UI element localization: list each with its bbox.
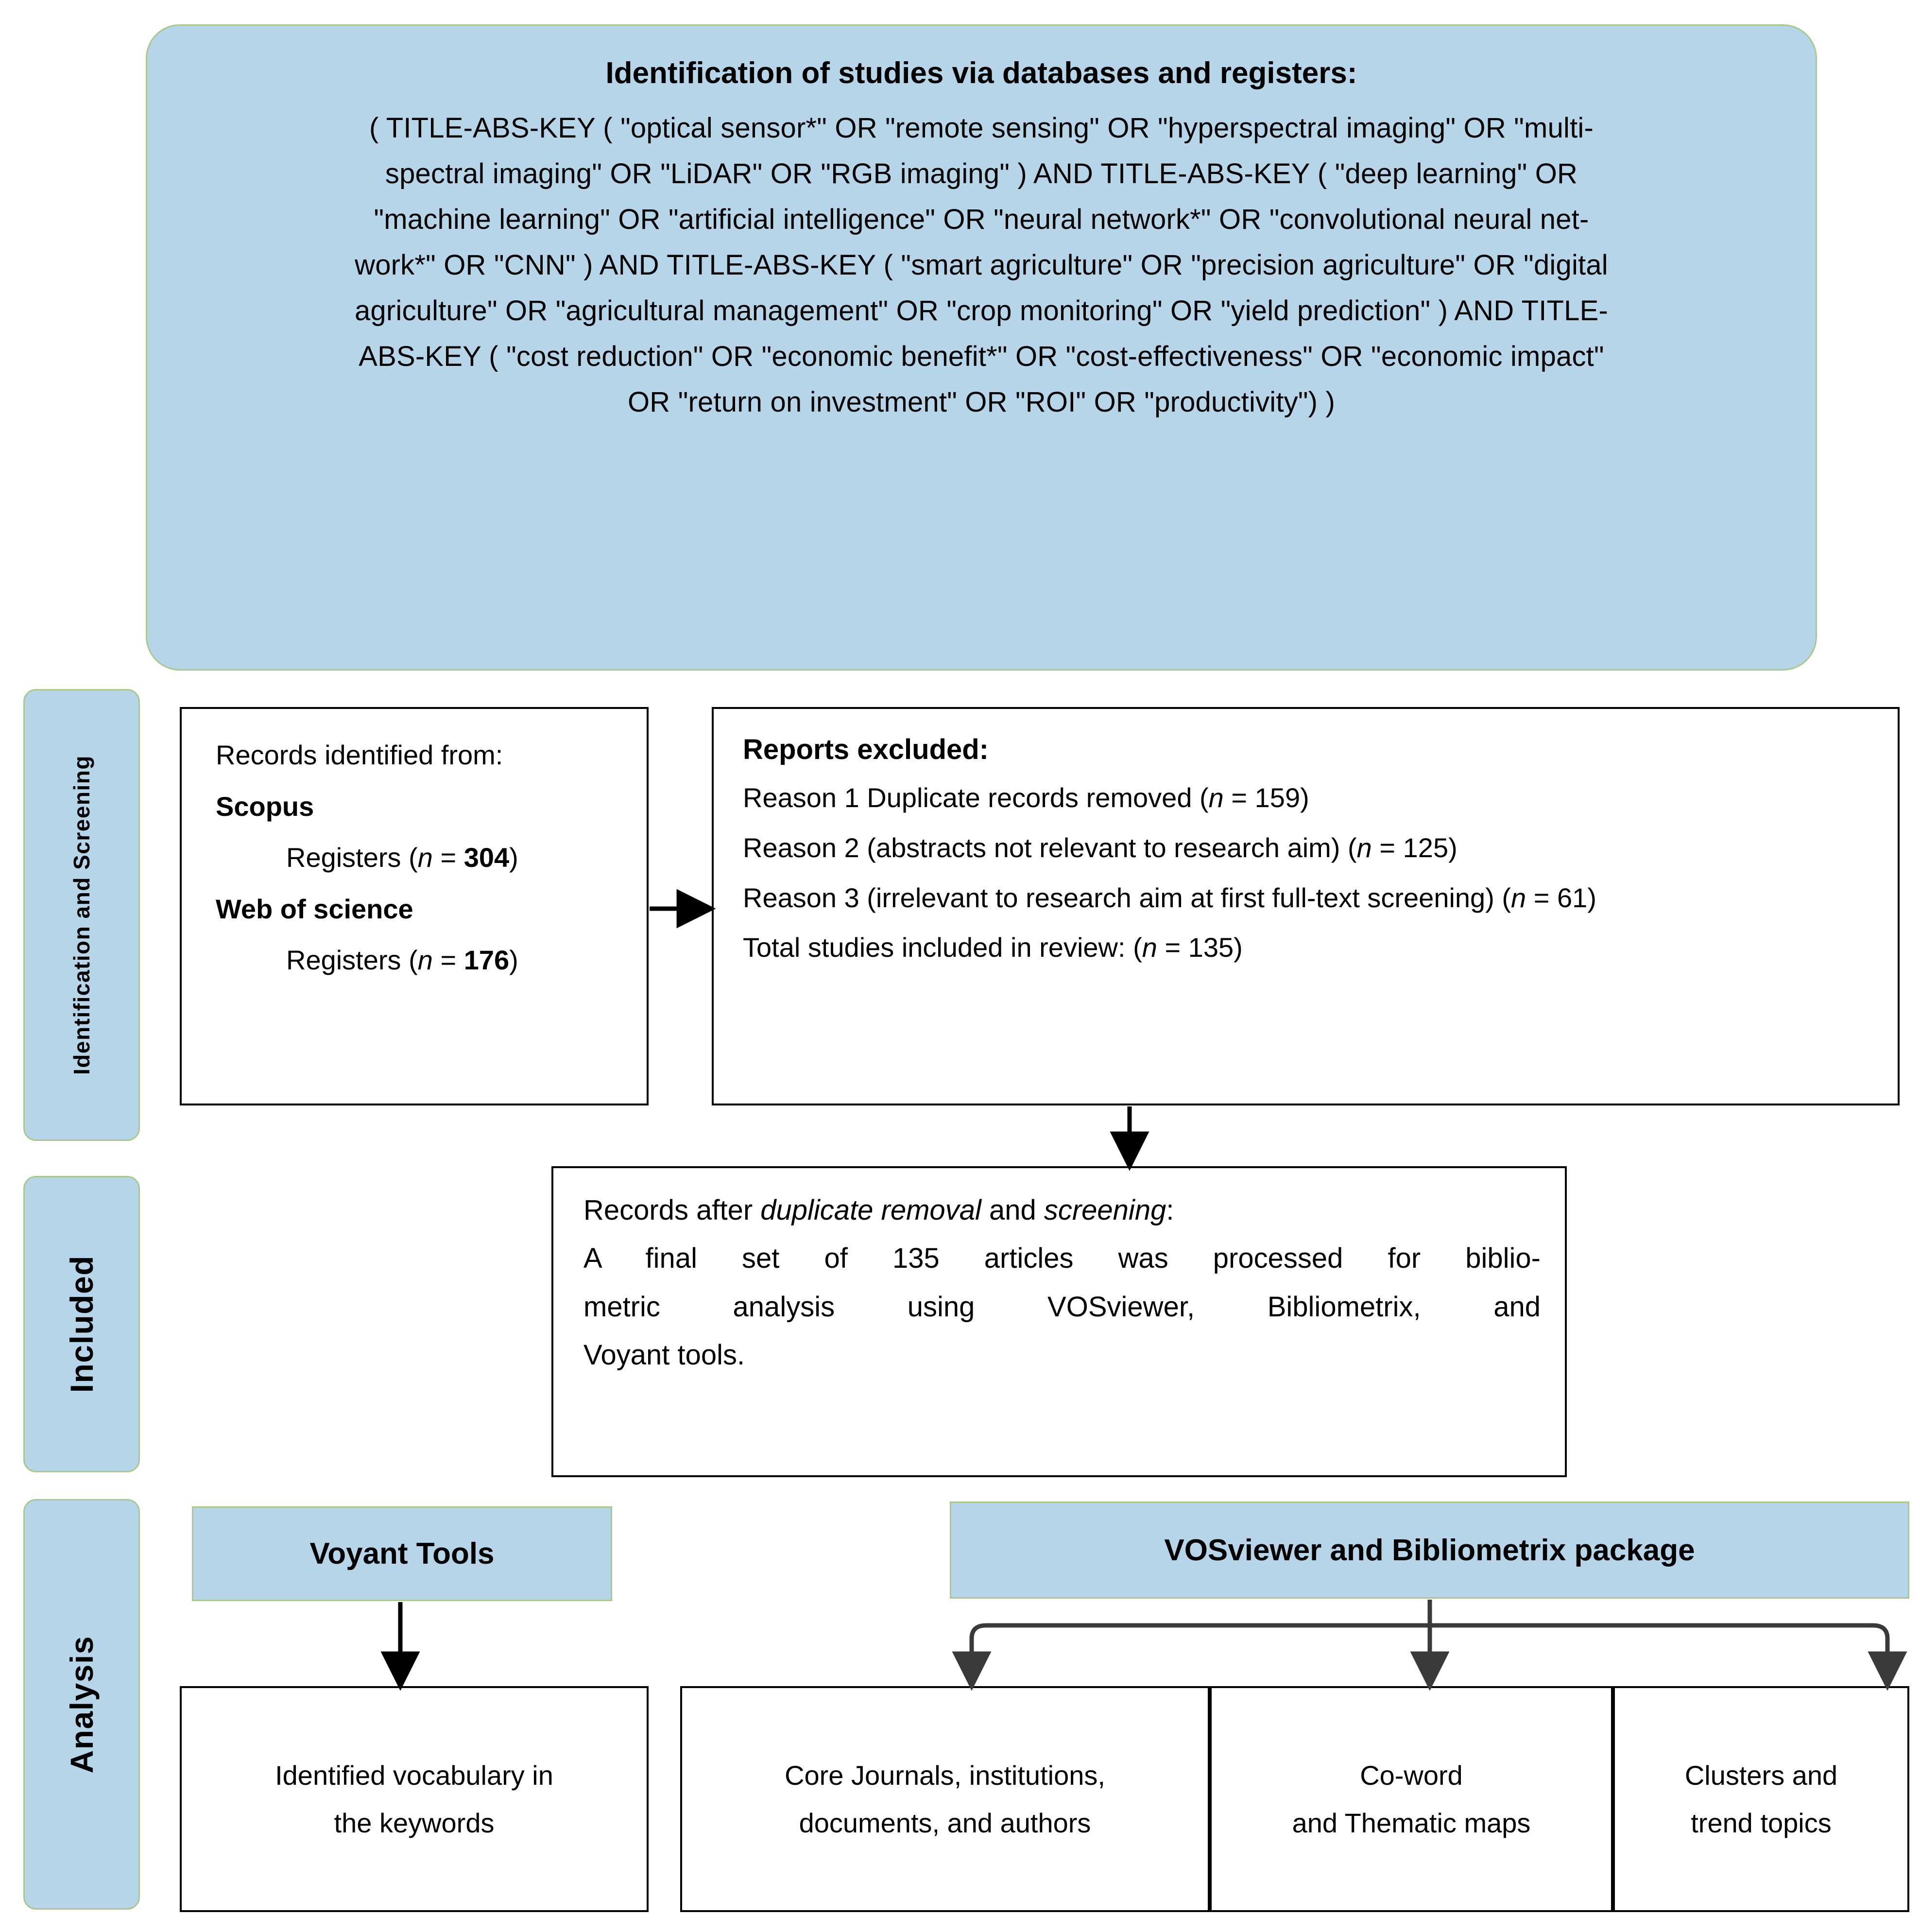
search-query-line-1: ( TITLE-ABS-KEY ( "optical sensor*" OR "remote sensing" OR "hyperspectral imaging" OR "multi- [369, 112, 1594, 144]
records-source-wos: Web of science [216, 893, 413, 924]
search-query-line-4: work*" OR "CNN" ) AND TITLE-ABS-KEY ( "smart agriculture" OR "precision agriculture" OR "digital [355, 249, 1608, 281]
excluded-reason-1-eq: = [1223, 782, 1255, 813]
records-wos-value: 176 [463, 945, 510, 976]
excluded-reason-2-eq: = [1371, 832, 1403, 863]
after-screening-line-1-a: Records after [583, 1194, 761, 1226]
result-clusters-box [1613, 1686, 1909, 1912]
excluded-total-close: ) [1234, 932, 1243, 963]
excluded-reason-1-text: Reason 1 Duplicate records removed ( [743, 782, 1209, 813]
excluded-total-value: 135 [1188, 932, 1234, 963]
after-screening-duplicate-removal: duplicate removal [760, 1194, 981, 1226]
after-screening-line-2-a: A final set of [583, 1242, 892, 1275]
after-screening-final-count: 135 [892, 1242, 940, 1275]
excluded-reason-2-value: 125 [1403, 832, 1449, 863]
stage-label-identification-and-screening [23, 689, 140, 1141]
records-scopus-n: n [417, 842, 433, 873]
excluded-total-text: Total studies included in review: ( [743, 932, 1142, 963]
search-query-line-2: spectral imaging" OR "LiDAR" OR "RGB imaging" ) AND TITLE-ABS-KEY ( "deep learning" OR [385, 158, 1578, 190]
after-screening-line-2-b: articles was processed for biblio- [939, 1242, 1541, 1275]
records-identified-box [180, 707, 649, 1105]
records-scopus-eq: = [432, 842, 464, 873]
excluded-reason-2-n: n [1356, 832, 1372, 863]
excluded-reason-1-value: 159 [1254, 782, 1301, 813]
stage-label-analysis [23, 1499, 140, 1910]
excluded-reason-2 [743, 830, 1898, 866]
records-scopus-close: ) [509, 842, 518, 873]
result-coword-box [1210, 1686, 1613, 1912]
excluded-reason-1 [743, 780, 1898, 816]
excluded-reason-1-close: ) [1300, 782, 1309, 813]
after-screening-line-3: metric analysis using VOSviewer, Bibliometrix, and [583, 1291, 1541, 1323]
after-screening-line-1 [583, 1190, 1541, 1231]
records-scopus-registers [216, 838, 647, 877]
after-screening-line-1-b: and [981, 1194, 1044, 1226]
result-coword-line-2: and Thematic maps [1292, 1807, 1531, 1838]
result-clusters-line-1: Clusters and [1684, 1760, 1838, 1791]
stage-label-analysis-text: Analysis [64, 1635, 100, 1774]
result-core-journals-box [680, 1686, 1210, 1912]
search-query-line-7: OR "return on investment" OR "ROI" OR "productivity") ) [627, 386, 1335, 418]
voyant-tools-header: Voyant Tools [192, 1506, 612, 1601]
after-screening-screening: screening [1044, 1194, 1166, 1226]
after-screening-line-4: Voyant tools. [583, 1339, 745, 1371]
search-strategy-box [146, 24, 1817, 671]
result-core-line-1: Core Journals, institutions, [785, 1760, 1105, 1791]
voyant-result-line-2: the keywords [334, 1807, 495, 1838]
excluded-reason-3-value: 61 [1557, 882, 1588, 913]
result-coword-line-1: Co-word [1360, 1760, 1463, 1791]
records-heading: Records identified from: [216, 740, 503, 770]
records-scopus-registers-label: Registers ( [286, 842, 418, 873]
excluded-total-eq: = [1157, 932, 1188, 963]
records-scopus-value: 304 [463, 842, 510, 873]
records-wos-registers [216, 941, 647, 980]
reports-excluded-box [712, 707, 1900, 1105]
records-wos-registers-label: Registers ( [286, 945, 418, 976]
excluded-reason-1-n: n [1208, 782, 1224, 813]
excluded-reason-2-close: ) [1448, 832, 1457, 863]
records-source-scopus: Scopus [216, 791, 314, 822]
excluded-reason-3-text: Reason 3 (irrelevant to research aim at first full-text screening) ( [743, 882, 1511, 913]
excluded-reason-3-close: ) [1587, 882, 1596, 913]
excluded-reason-3-eq: = [1526, 882, 1558, 913]
after-screening-line-1-c: : [1166, 1194, 1174, 1226]
excluded-reason-3-n: n [1511, 882, 1526, 913]
records-wos-close: ) [509, 945, 518, 976]
after-screening-line-2 [583, 1238, 1541, 1279]
excluded-total-n: n [1142, 932, 1157, 963]
records-after-screening-box [551, 1166, 1567, 1477]
vosviewer-bibliometrix-header: VOSviewer and Bibliometrix package [950, 1501, 1909, 1599]
voyant-result-line-1: Identified vocabulary in [275, 1760, 553, 1791]
stage-label-included-text: Included [64, 1255, 100, 1393]
arrow-vos-bus [972, 1625, 1887, 1662]
excluded-reason-2-text: Reason 2 (abstracts not relevant to research aim) ( [743, 832, 1357, 863]
excluded-total-included [743, 930, 1898, 966]
search-strategy-title: Identification of studies via databases and registers: [605, 56, 1357, 90]
search-query-line-3: "machine learning" OR "artificial intelligence" OR "neural network*" OR "convolutional neural net- [374, 204, 1589, 235]
records-wos-eq: = [432, 945, 464, 976]
reports-excluded-heading: Reports excluded: [743, 734, 989, 765]
excluded-reason-3 [743, 880, 1898, 916]
result-clusters-line-2: trend topics [1691, 1807, 1832, 1838]
stage-label-identification-text: Identification and Screening [69, 755, 94, 1075]
result-core-line-2: documents, and authors [799, 1807, 1091, 1838]
records-wos-n: n [417, 945, 433, 976]
voyant-result-box [180, 1686, 649, 1912]
search-query-line-5: agriculture" OR "agricultural management" OR "crop monitoring" OR "yield prediction" ) AND TITLE- [354, 294, 1609, 327]
stage-label-included [23, 1176, 140, 1472]
search-query-line-6: ABS-KEY ( "cost reduction" OR "economic benefit*" OR "cost-effectiveness" OR "economic impact" [359, 340, 1604, 372]
